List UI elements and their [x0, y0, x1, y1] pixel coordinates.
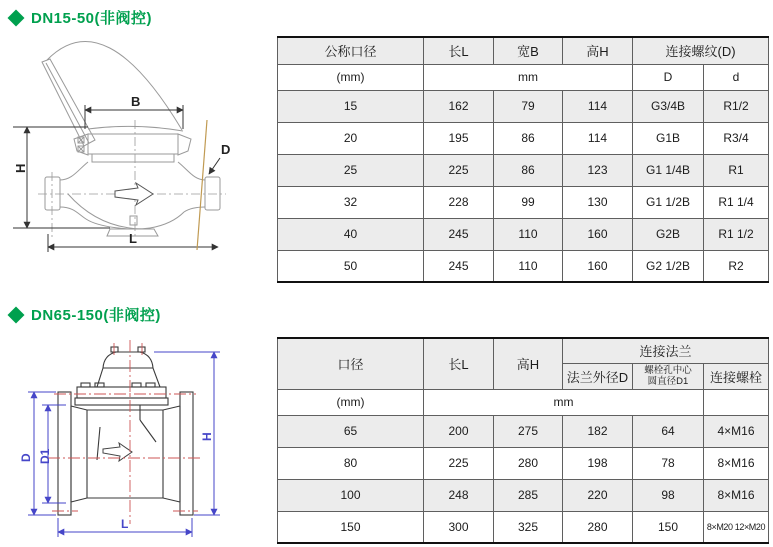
table-row	[278, 415, 769, 447]
col-header: 高H	[494, 338, 563, 389]
table-row	[278, 90, 769, 122]
table-row	[278, 122, 769, 154]
table-cell: R1 1/2	[704, 218, 769, 250]
dim-label-h: H	[13, 163, 28, 173]
table-cell: 8×M20 12×M20	[704, 511, 769, 543]
table-cell: 4×M16	[704, 415, 769, 447]
sub-col-header	[633, 363, 704, 389]
table-row	[278, 154, 769, 186]
table-cell: 25	[278, 154, 424, 186]
table-cell: 285	[494, 479, 563, 511]
section1-title	[10, 7, 152, 28]
table-cell: 110	[494, 218, 563, 250]
table-row	[278, 186, 769, 218]
col-header: 宽B	[494, 37, 563, 64]
table-cell: R1	[704, 154, 769, 186]
table-cell: 280	[563, 511, 633, 543]
table-cell: 86	[494, 154, 563, 186]
table-cell: 8×M16	[704, 447, 769, 479]
table-cell: G2B	[633, 218, 704, 250]
flow-direction-arrow	[115, 183, 153, 205]
sub-col-header-line1: 螺栓孔中心	[644, 364, 692, 376]
table-row	[278, 218, 769, 250]
table-cell: 160	[563, 250, 633, 282]
col-header: 长L	[424, 37, 494, 64]
sub-header-cell: D	[633, 64, 704, 90]
table-cell: 110	[494, 250, 563, 282]
table-cell: 325	[494, 511, 563, 543]
diamond-bullet-icon	[8, 9, 25, 26]
col-header: 高H	[563, 37, 633, 64]
dn15-50-diagram	[12, 28, 262, 268]
sub-header-cell: d	[704, 64, 769, 90]
table-cell: 245	[424, 218, 494, 250]
meter-body-outline	[58, 347, 193, 515]
table-cell: 8×M16	[704, 479, 769, 511]
dim-label-d: D	[19, 453, 33, 462]
table-cell: 86	[494, 122, 563, 154]
unit-cell	[704, 389, 769, 415]
table-cell: G1 1/2B	[633, 186, 704, 218]
table-cell: 98	[633, 479, 704, 511]
table-cell: G3/4B	[633, 90, 704, 122]
table-cell: 198	[563, 447, 633, 479]
table-cell: G1 1/4B	[633, 154, 704, 186]
table-row	[278, 447, 769, 479]
table-cell: R3/4	[704, 122, 769, 154]
dn65-150-diagram	[8, 334, 268, 546]
unit-cell: mm	[424, 64, 633, 90]
col-header: 口径	[278, 338, 424, 389]
table-cell: R1 1/4	[704, 186, 769, 218]
diamond-bullet-icon	[8, 306, 25, 323]
sub-col-header: 法兰外径D	[563, 363, 633, 389]
table-cell: 300	[424, 511, 494, 543]
table-cell: 275	[494, 415, 563, 447]
dimension-lines-blue	[28, 352, 220, 537]
section2-title	[10, 304, 161, 325]
table-cell: 99	[494, 186, 563, 218]
table-cell: 162	[424, 90, 494, 122]
dim-label-b: B	[131, 94, 141, 109]
table-cell: 160	[563, 218, 633, 250]
col-header: 连接法兰	[563, 338, 769, 363]
dim-label-d: D	[221, 142, 231, 157]
table-cell: 15	[278, 90, 424, 122]
table-cell: 228	[424, 186, 494, 218]
table-cell: 100	[278, 479, 424, 511]
table-row	[278, 511, 769, 543]
table-cell: 150	[278, 511, 424, 543]
table-cell: 225	[424, 154, 494, 186]
table-cell: 20	[278, 122, 424, 154]
table-cell: 200	[424, 415, 494, 447]
dim-label-h: H	[200, 432, 214, 441]
unit-cell: (mm)	[278, 64, 424, 90]
unit-cell: mm	[424, 389, 704, 415]
table-cell: 50	[278, 250, 424, 282]
table-row	[278, 250, 769, 282]
sub-col-header-line2: 圆直径D1	[647, 376, 689, 387]
col-header: 公称口径	[278, 37, 424, 64]
spec-table-dn15-50	[277, 36, 769, 283]
table-cell: G1B	[633, 122, 704, 154]
table-cell: R1/2	[704, 90, 769, 122]
dim-label-l: L	[129, 231, 137, 246]
table-cell: 130	[563, 186, 633, 218]
table-cell: 40	[278, 218, 424, 250]
spec-table-dn65-150	[277, 337, 769, 544]
table-cell: 248	[424, 479, 494, 511]
col-header: 连接螺纹(D)	[633, 37, 769, 64]
table-cell: 182	[563, 415, 633, 447]
table-cell: 150	[633, 511, 704, 543]
table-cell: 80	[278, 447, 424, 479]
table-cell: 195	[424, 122, 494, 154]
sub-col-header: 连接螺栓	[704, 363, 769, 389]
table-cell: R2	[704, 250, 769, 282]
table-row	[278, 479, 769, 511]
table-cell: 114	[563, 90, 633, 122]
table-cell: G2 1/2B	[633, 250, 704, 282]
dim-label-d1: D1	[38, 448, 52, 464]
table-cell: 220	[563, 479, 633, 511]
table-cell: 65	[278, 415, 424, 447]
table-cell: 79	[494, 90, 563, 122]
col-header: 长L	[424, 338, 494, 389]
table-cell: 280	[494, 447, 563, 479]
table-cell: 123	[563, 154, 633, 186]
section1-title-text: DN15-50(非阀控)	[31, 10, 153, 27]
meter-body-outline	[42, 41, 220, 236]
section2-title-text: DN65-150(非阀控)	[31, 307, 161, 324]
table-cell: 64	[633, 415, 704, 447]
table-cell: 225	[424, 447, 494, 479]
table-cell: 245	[424, 250, 494, 282]
table-cell: 78	[633, 447, 704, 479]
unit-cell: (mm)	[278, 389, 424, 415]
table-cell: 32	[278, 186, 424, 218]
dim-label-l: L	[121, 517, 129, 531]
table-cell: 114	[563, 122, 633, 154]
